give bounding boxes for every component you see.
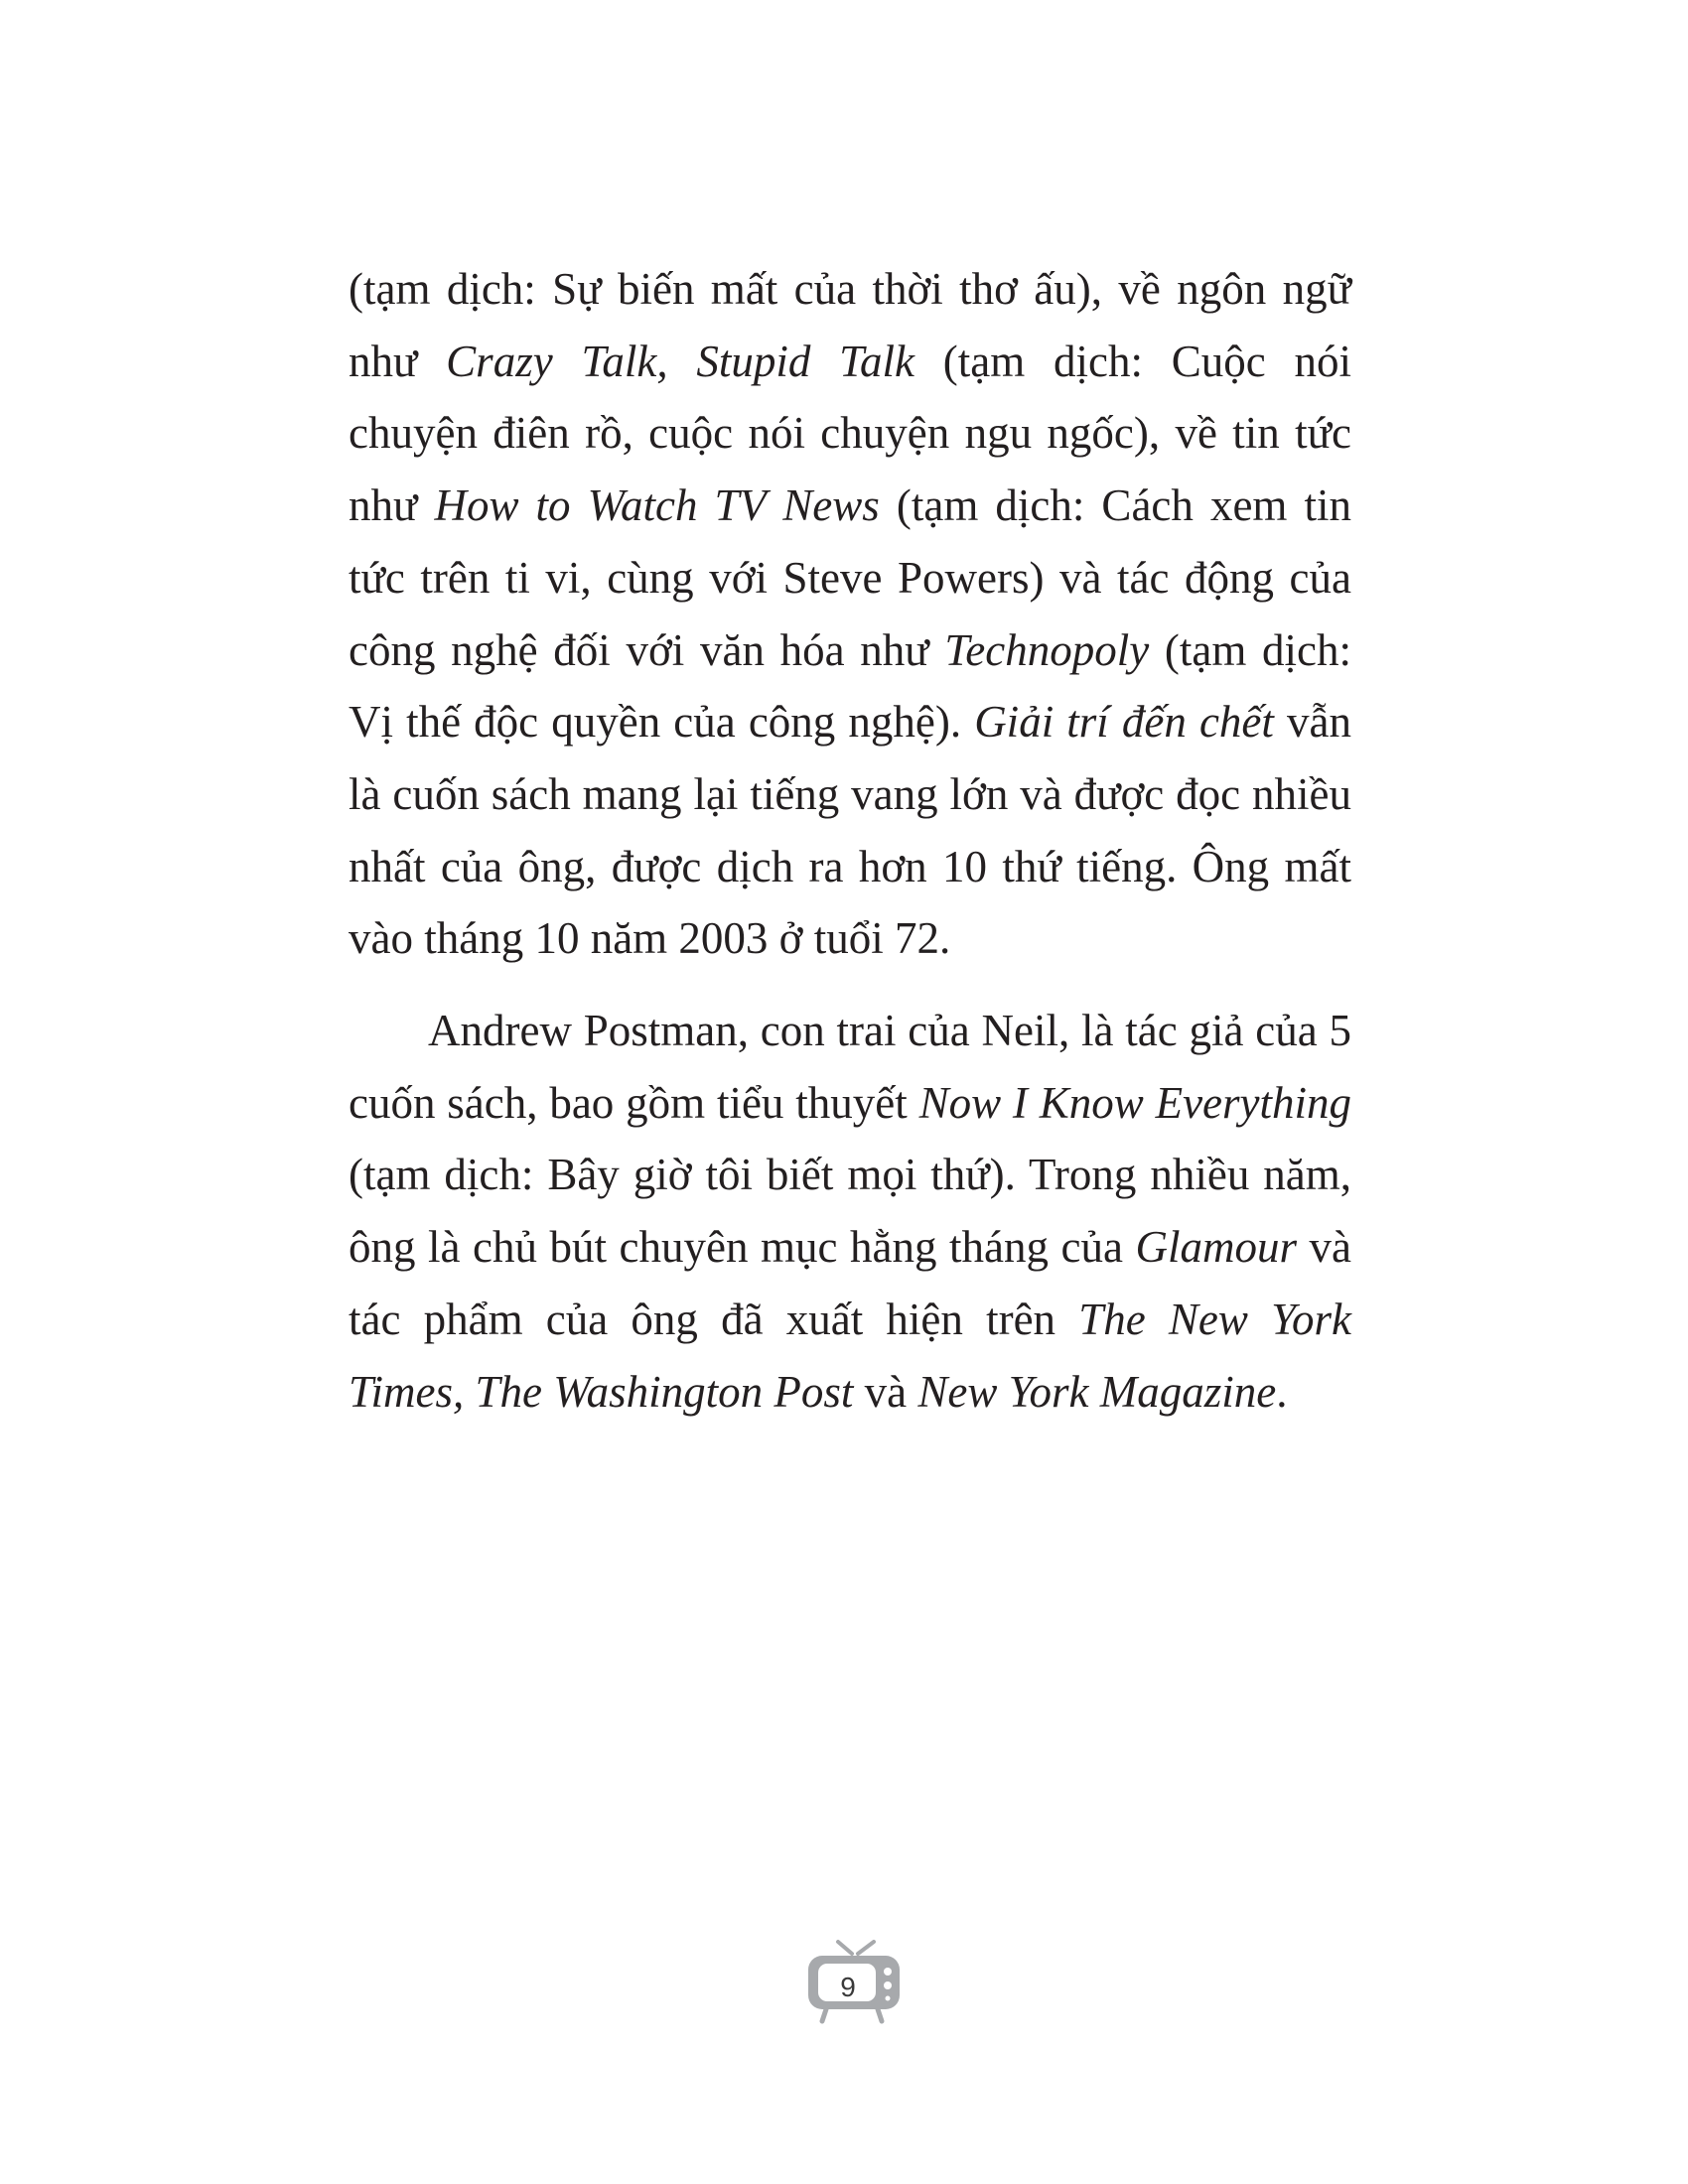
text-run: Andrew Postman, con trai của Neil, là tác giả của 5 cuốn sách, bao gồm tiểu thuyết: [349, 1006, 1351, 1128]
text-run: và tác phẩm của ông đã xuất hiện trên: [349, 1222, 1351, 1344]
book-title-technopoly: Technopoly: [944, 624, 1150, 675]
book-title-giai-tri-den-chet: Giải trí đến chết: [974, 697, 1274, 748]
text-run: (tạm dịch: Cách xem tin tức trên ti vi, cùng với Steve Powers) và tác động của công nghệ đối với văn hóa như: [349, 480, 1352, 675]
text-run: .: [1276, 1366, 1288, 1417]
page-number: 9: [840, 1972, 856, 2002]
book-title-how-to-watch-tv-news: How to Watch TV News: [434, 480, 880, 531]
book-title-crazy-talk: Crazy Talk, Stupid Talk: [446, 336, 914, 386]
text-run: (tạm dịch: Cuộc nói chuyện điên rồ, cuộc nói chuyện ngu ngốc), về tin tức như: [349, 336, 1352, 531]
publication-glamour: Glamour: [1135, 1222, 1297, 1273]
text-run: vẫn là cuốn sách mang lại tiếng vang lớn và được đọc nhiều nhất của ông, được dịch ra hơn 10 thứ tiếng. Ông mất vào tháng 10 năm 2003 ở tuổi 72.: [349, 697, 1351, 964]
publication-nyt-washington-post: The New York Times, The Washington Post: [349, 1294, 1351, 1417]
paragraph-2: [349, 995, 1351, 1428]
text-run: và: [853, 1366, 918, 1417]
text-run: (tạm dịch: Sự biến mất của thời thơ ấu), về ngôn ngữ như: [349, 264, 1351, 386]
page-number-badge: [804, 1936, 904, 2027]
publication-new-york-magazine: New York Magazine: [917, 1366, 1277, 1417]
paragraph-1: [349, 253, 1351, 975]
page-body: [349, 253, 1351, 1428]
text-run: (tạm dịch: Vị thế độc quyền của công nghệ).: [349, 624, 1351, 748]
book-title-now-i-know-everything: Now I Know Everything: [918, 1077, 1351, 1128]
text-run: (tạm dịch: Bây giờ tôi biết mọi thứ). Trong nhiều năm, ông là chủ bút chuyên mục hằng tháng của: [349, 1150, 1351, 1273]
